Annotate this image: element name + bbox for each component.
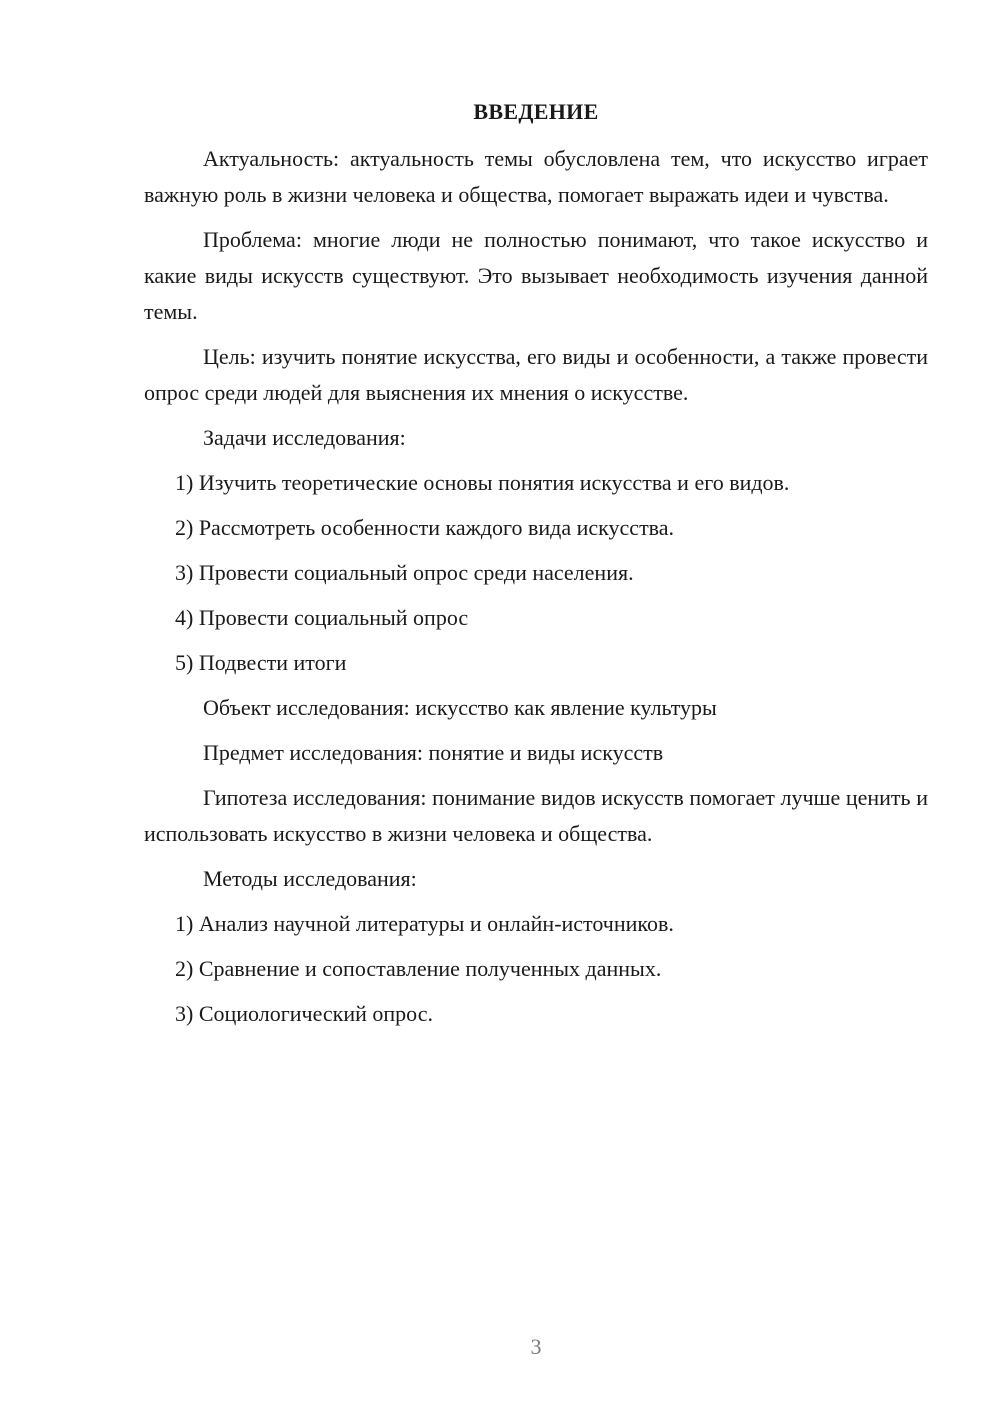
tasks-heading: Задачи исследования:: [203, 425, 406, 450]
list-item: 4) Провести социальный опрос: [175, 605, 469, 630]
body-text: [144, 141, 928, 1041]
paragraph-relevance: Актуальность: актуальность темы обусловлена тем, что искусство играет важную роль в жизни человека и общества, помогает выражать идеи и чувства.: [144, 146, 928, 207]
list-item: 1) Анализ научной литературы и онлайн-источников.: [175, 911, 674, 936]
list-item: 2) Сравнение и сопоставление полученных данных.: [175, 956, 662, 981]
methods-list: [144, 906, 928, 1032]
list-item: 1) Изучить теоретические основы понятия искусства и его видов.: [175, 470, 790, 495]
list-item: 3) Социологический опрос.: [175, 1001, 433, 1026]
list-item: 2) Рассмотреть особенности каждого вида искусства.: [175, 515, 675, 540]
paragraph-object: Объект исследования: искусство как явление культуры: [203, 695, 717, 720]
paragraph-problem: Проблема: многие люди не полностью понимают, что такое искусство и какие виды искусств существуют. Это вызывает необходимость изучения данной темы.: [144, 227, 928, 324]
page-number: 3: [530, 1334, 542, 1359]
list-item: 5) Подвести итоги: [175, 650, 347, 675]
paragraph-hypothesis: Гипотеза исследования: понимание видов искусств помогает лучше ценить и использовать искусство в жизни человека и общества.: [144, 785, 928, 846]
methods-heading: Методы исследования:: [203, 866, 417, 891]
tasks-list: [144, 465, 928, 681]
document-page: [144, 0, 928, 1414]
section-title: ВВЕДЕНИЕ: [473, 99, 599, 124]
paragraph-subject: Предмет исследования: понятие и виды искусств: [203, 740, 664, 765]
paragraph-goal: Цель: изучить понятие искусства, его виды и особенности, а также провести опрос среди людей для выяснения их мнения о искусстве.: [144, 344, 928, 405]
list-item: 3) Провести социальный опрос среди населения.: [175, 560, 634, 585]
